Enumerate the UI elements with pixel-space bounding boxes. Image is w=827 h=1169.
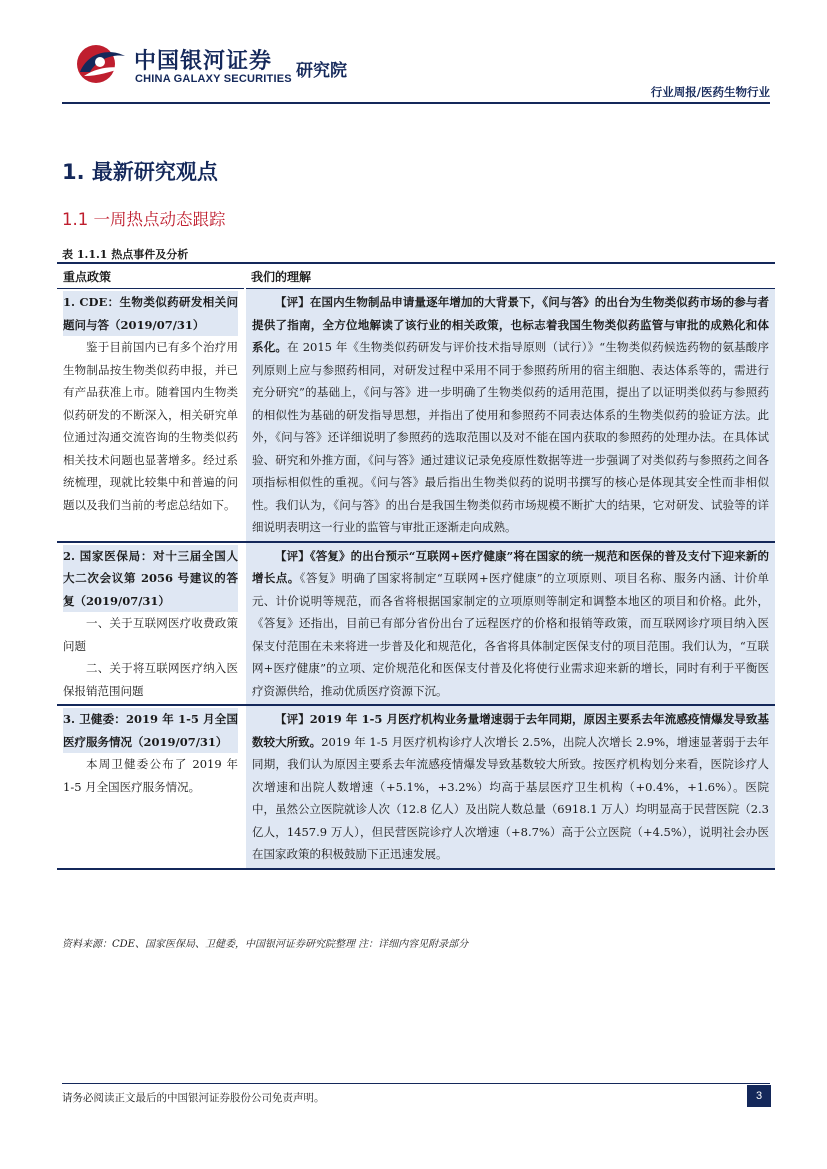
footer-divider [62, 1083, 770, 1084]
policy-cell [57, 705, 245, 869]
table-row [57, 705, 775, 869]
policy-body: 二、关于将互联网医疗纳入医保报销范围问题 [63, 661, 238, 698]
analysis-text: 2019 年 1-5 月医疗机构诊疗人次增长 2.5%，出院人次增长 2.9%，增速显著弱于去年同期，我们认为原因主要系去年流感疫情爆发导致基数较大所致。按医疗机构划分来看，医院诊疗人次增速和出院人数增速（+5.1%，+3.2%）均高于基层医疗卫生机构（+0.4%，+1.6%）。医院中，虽然公立医院就诊人次（12.8 亿人）及出院人数总量（6918.1 万人）均明显高于民营医院（2.3 亿人，1457.9 万人），但民营医院诊疗人次增速（+8.7%）高于公立医院（+4.5%），说明社会办医在国家政策的积极鼓励下正迅速发展。 [252, 734, 770, 861]
section-heading: 1. 最新研究观点 [62, 160, 218, 184]
table-header-policy: 重点政策 [57, 263, 245, 289]
analysis-text: 在 2015 年《生物类似药研发与评价技术指导原则（试行）》“生物类似药候选药物的氨基酸序列原则上应与参照药相同，对研发过程中采用不同于参照药所用的宿主细胞、表达体系等的，需进行充分研究”的基础上，《问与答》进一步明确了生物类似药的适用范围，提出了以证明类似药与参照药的相似性为基础的研发指导思想，并指出了使用和参照药不同表达体系的生物类似药的验证方法。此外，《问与答》还详细说明了参照药的选取范围以及对不能在国内获取的参照药的处理办法。在具体试验、研究和外推方面，《问与答》通过建议记录免疫原性数据等进一步强调了对类似药与参照药之间各项指标相似性的重视。《问与答》最后指出生物类似药的说明书撰写的核心是体现其安全性而非相似性。我们认为，《问与答》的出台是我国生物类似药市场规模不断扩大的结果，它对研发、试验等的详细说明表明这一行业的监管与审批正逐渐走向成熟。 [252, 340, 770, 534]
subsection-heading: 1.1 一周热点动态跟踪 [62, 210, 226, 229]
report-type: 行业周报/医药生物行业 [650, 85, 770, 99]
footer-disclaimer: 请务必阅读正文最后的中国银河证券股份公司免责声明。 [62, 1092, 325, 1104]
table-source-note: 资料来源：CDE、国家医保局、卫健委，中国银河证券研究院整理 注：详细内容见附录部分 [62, 939, 469, 950]
table-header-understanding: 我们的理解 [245, 263, 775, 289]
brand-name-en: CHINA GALAXY SECURITIES [135, 73, 292, 85]
policy-cell [57, 289, 245, 542]
table-row [57, 289, 775, 542]
hot-events-table [57, 262, 775, 870]
policy-title: 1. CDE：生物类似药研发相关问题问与答（2019/07/31） [63, 291, 238, 336]
analysis-text: 《答复》明确了国家将制定“互联网+医疗健康”的立项原则、项目名称、服务内涵、计价单元、计价说明等规范，而各省将根据国家制定的立项原则等制定和调整本地区的项目和价格。此外，《答复》还指出，目前已有部分省份出台了远程医疗的价格和报销等政策，而互联网诊疗项目纳入医保支付范围在未来将进一步普及化和规范化，各省将具体制定医保支付的项目范围。我们认为，“互联网+医疗健康”的立项、定价规范化和医保支付普及化将使行业需求迎来新的增长，同时有利于平衡医疗资源供给，推动优质医疗资源下沉。 [252, 571, 770, 698]
page-number: 3 [747, 1085, 771, 1107]
brand-name-cn: 中国银河证券 [134, 49, 273, 74]
policy-body: 鉴于目前国内已有多个治疗用生物制品按生物类似药申报，并已有产品获准上市。随着国内生物类似药研发的不断深入，相关研究单位通过沟通交流咨询的生物类似药相关技术问题也显著增多。经过系统梳理，现就比较集中和普遍的问题以及我们当前的考虑总结如下。 [63, 340, 238, 512]
analysis-cell [245, 289, 775, 542]
policy-cell [57, 542, 245, 706]
institute-name: 研究院 [296, 61, 347, 81]
table-row [57, 542, 775, 706]
policy-title: 3. 卫健委：2019 年 1-5 月全国医疗服务情况（2019/07/31） [63, 708, 238, 753]
header-divider [62, 102, 770, 104]
analysis-lead: 【评】2019 年 1-5 月医疗机构业务量增速弱于去年同期，原因主要系去年流感疫情爆发导致基数较大所致。 [252, 712, 769, 749]
policy-body: 本周卫健委公布了 2019 年 1-5 月全国医疗服务情况。 [63, 757, 238, 794]
table-caption: 表 1.1.1 热点事件及分析 [62, 248, 189, 261]
analysis-lead: 【评】《答复》的出台预示“互联网+医疗健康”将在国家的统一规范和医保的普及支付下迎来新的增长点。 [252, 548, 769, 585]
analysis-cell [245, 542, 775, 706]
analysis-cell [245, 705, 775, 869]
policy-title: 2. 国家医保局：对十三届全国人大二次会议第 2056 号建议的答复（2019/07/31） [63, 545, 238, 613]
policy-body: 一、关于互联网医疗收费政策问题 [63, 616, 238, 653]
galaxy-logo-icon [70, 42, 130, 86]
analysis-lead: 【评】在国内生物制品申请量逐年增加的大背景下，《问与答》的出台为生物类似药市场的参与者提供了指南，全方位地解读了该行业的相关政策，也标志着我国生物类似药监管与审批的成熟化和体系化。 [252, 295, 769, 354]
